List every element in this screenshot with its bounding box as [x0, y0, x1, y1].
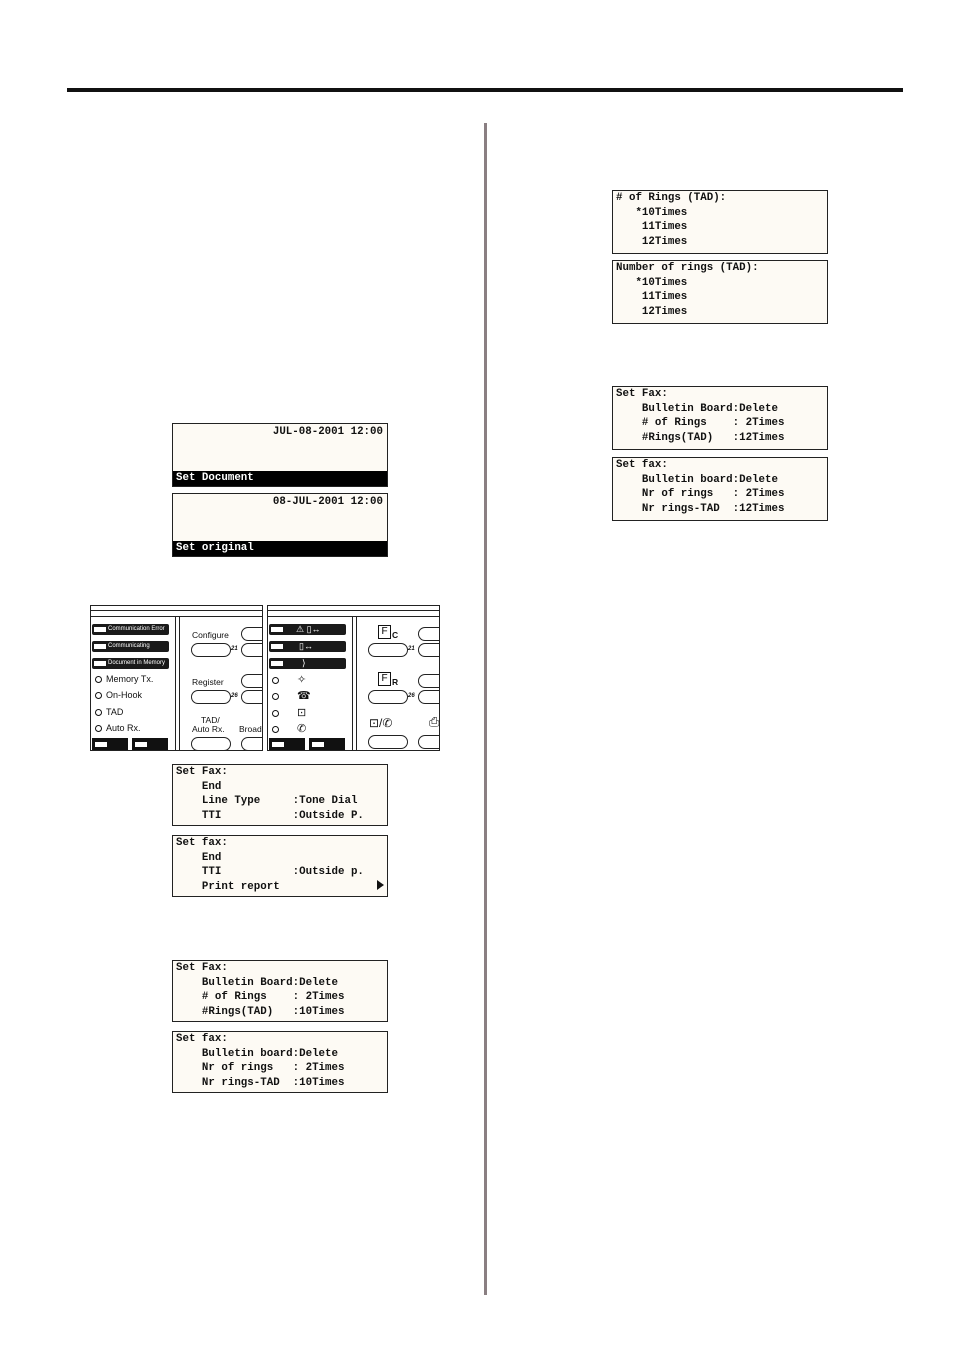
one-touch-key — [191, 643, 231, 657]
memory-tx-indicator — [272, 674, 306, 686]
lcd-line: Set Fax: — [176, 962, 228, 974]
key-number: 26 — [408, 693, 415, 699]
configure-label: Configure — [192, 630, 229, 640]
tad-key-label: TAD/ — [201, 715, 220, 725]
tad-cassette-icon: ⊡/✆ — [369, 716, 393, 730]
one-touch-key — [418, 643, 440, 657]
one-touch-key — [418, 690, 440, 704]
lcd-status-bar: Set original — [173, 541, 387, 556]
lcd-set-fax-rings-12 — [612, 386, 828, 450]
lcd-line: 11Times — [616, 221, 688, 233]
lcd-line: 12Times — [616, 305, 688, 318]
lcd-line: Bulletin board:Delete — [176, 1047, 338, 1060]
one-touch-key — [241, 643, 263, 657]
lcd-line: Number of rings (TAD): — [616, 262, 759, 274]
lcd-line: Set fax: — [176, 1033, 228, 1045]
panel-separator — [175, 616, 176, 750]
lcd-line: Nr rings-TAD :10Times — [176, 1076, 345, 1089]
function-c-label: C — [392, 630, 399, 640]
tad-indicator — [272, 707, 306, 719]
panel-separator — [356, 616, 357, 750]
lcd-line: Set fax: — [616, 459, 668, 471]
configure-key — [241, 627, 263, 641]
lcd-line: Nr of rings : 2Times — [176, 1062, 345, 1074]
function-r-icon: F — [378, 672, 391, 686]
lcd-line: End — [176, 851, 222, 864]
lcd-line: Set fax: — [176, 837, 228, 849]
lcd-status-bar: Set Document — [173, 471, 387, 486]
auto-rx-key-label: Auto Rx. — [192, 724, 225, 734]
panel-bottom-key — [92, 738, 128, 750]
lcd-set-fax-rings-12-eu — [612, 457, 828, 521]
key-number: 21 — [231, 646, 238, 652]
lcd-line: #Rings(TAD) :10Times — [176, 1005, 345, 1018]
document-in-memory-indicator: Document in Memory — [92, 658, 169, 669]
function-key — [418, 627, 440, 641]
panel-bottom-key — [309, 738, 345, 750]
operation-panel-right — [267, 605, 440, 751]
lcd-line: 11Times — [616, 291, 688, 303]
lcd-rings-tad-select-eu — [612, 260, 828, 324]
lcd-line: Bulletin Board:Delete — [176, 976, 338, 989]
header-rule — [67, 88, 903, 92]
panel-top-strip — [268, 606, 439, 617]
lcd-set-fax-rings-10 — [172, 960, 388, 1022]
tad-auto-rx-key — [368, 735, 408, 749]
memory-indicator — [269, 658, 346, 669]
lcd-line: # of Rings (TAD): — [616, 192, 727, 204]
panel-bottom-key — [269, 738, 305, 750]
lcd-set-fax-rings-10-eu — [172, 1031, 388, 1093]
lcd-line: # of Rings : 2Times — [616, 417, 785, 429]
one-touch-key — [191, 690, 231, 704]
one-touch-key — [368, 690, 408, 704]
lcd-set-fax-print-report — [172, 835, 388, 897]
warning-icon: ⚠ ▯↔ — [296, 624, 321, 634]
one-touch-key — [241, 690, 263, 704]
broadcast-icon: ⎙ — [429, 714, 440, 729]
lcd-line: Nr of rings : 2Times — [616, 488, 785, 500]
memory-tx-icon: ✧ — [297, 674, 307, 686]
lcd-line: 12Times — [616, 235, 688, 248]
key-number: 26 — [231, 693, 238, 699]
tad-auto-rx-key — [191, 737, 231, 751]
panel-bottom-key — [132, 738, 168, 750]
lcd-set-fax-line-type — [172, 764, 388, 826]
auto-rx-indicator: Auto Rx. — [95, 723, 141, 734]
lcd-line: # of Rings : 2Times — [176, 991, 345, 1003]
column-divider — [484, 123, 487, 1295]
error-indicator — [269, 624, 346, 635]
lcd-line: TTI :Outside p. — [176, 866, 364, 878]
communication-error-indicator: Communication Error — [92, 624, 169, 635]
function-key — [418, 674, 440, 688]
one-touch-key — [368, 643, 408, 657]
tad-indicator: TAD — [95, 707, 123, 718]
panel-top-strip — [91, 606, 262, 617]
register-key — [241, 674, 263, 688]
lcd-line: Print report — [176, 880, 280, 893]
lcd-line: Set Fax: — [176, 766, 228, 778]
lcd-line: *10Times — [616, 206, 688, 219]
arrow-right-icon — [377, 880, 384, 890]
lcd-line: Bulletin Board:Delete — [616, 402, 778, 415]
lcd-line: Bulletin board:Delete — [616, 473, 778, 486]
memory-tx-indicator: Memory Tx. — [95, 674, 153, 685]
handset-icon: ✆ — [297, 723, 307, 735]
on-hook-indicator — [272, 690, 311, 702]
lcd-line: End — [176, 780, 222, 793]
operation-panel-left — [90, 605, 263, 751]
panel-separator — [352, 616, 353, 750]
lcd-date: JUL-08-2001 12:00 — [272, 426, 383, 438]
on-hook-icon: ☎ — [297, 690, 311, 702]
key-number: 21 — [408, 646, 415, 652]
lcd-line: TTI :Outside P. — [176, 809, 364, 822]
auto-rx-indicator — [272, 723, 306, 735]
register-label: Register — [192, 677, 224, 687]
lcd-line: #Rings(TAD) :12Times — [616, 431, 785, 444]
lcd-line: *10Times — [616, 276, 688, 289]
lcd-line: Line Type :Tone Dial — [176, 795, 358, 807]
function-r-label: R — [392, 677, 399, 687]
lcd-line: Nr rings-TAD :12Times — [616, 502, 785, 515]
broadcast-key — [418, 735, 440, 749]
cassette-icon: ⊡ — [297, 707, 307, 719]
broadcast-label: Broad — [239, 724, 262, 734]
communicating-indicator: Communicating — [92, 641, 169, 652]
broadcast-key — [241, 737, 263, 751]
lcd-date: 08-JUL-2001 12:00 — [272, 496, 383, 508]
on-hook-indicator: On-Hook — [95, 690, 142, 701]
function-c-icon: F — [378, 625, 391, 639]
indicator-column — [268, 618, 348, 750]
communicating-indicator — [269, 641, 346, 652]
lcd-rings-tad-select — [612, 190, 828, 254]
lcd-display-date-eu — [172, 493, 388, 557]
lcd-line: Set Fax: — [616, 388, 668, 400]
panel-separator — [179, 616, 180, 750]
indicator-column — [91, 618, 171, 750]
transmission-icon: ▯↔ — [299, 641, 313, 651]
memory-icon: ⟩ — [302, 658, 306, 668]
lcd-display-date-us — [172, 423, 388, 487]
